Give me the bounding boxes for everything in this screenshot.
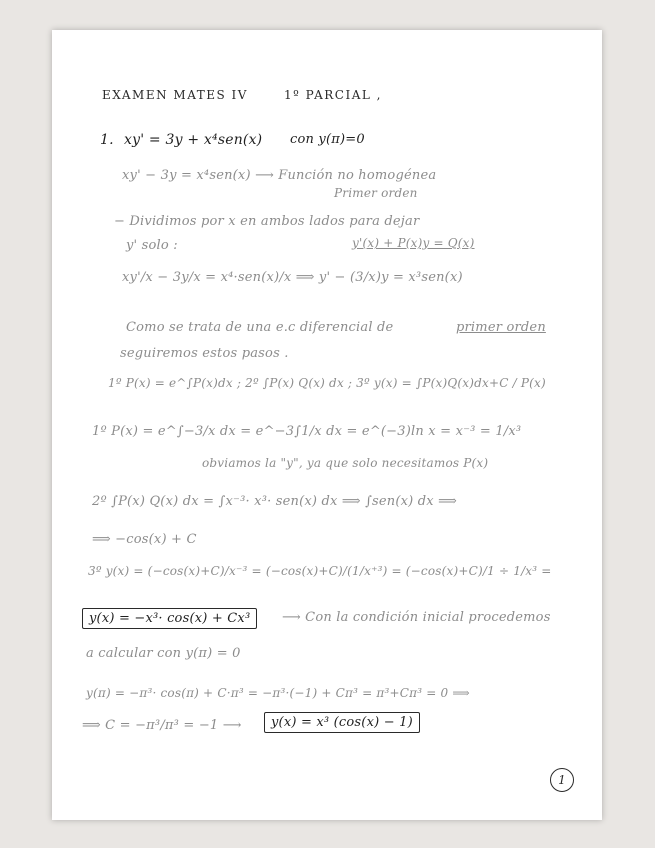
line-step1: 1º P(x) = e^∫−3/x dx = e^−3∫1/x dx = e^(−3)ln x = x⁻³ = 1/x³ [92,424,522,439]
line-steps-intro: seguiremos estos pasos . [120,346,289,361]
general-solution-box: y(x) = −x³· cos(x) + Cx³ [82,608,257,629]
exam-sheet [52,30,602,820]
final-solution-box: y(x) = x³ (cos(x) − 1) [264,712,420,733]
line-y-alone: y' solo : [126,238,178,253]
line-standard-form: y'(x) + P(x)y = Q(x) [352,236,475,250]
line-step2: 2º ∫P(x) Q(x) dx = ∫x⁻³· x³· sen(x) dx ⟹ ∫sen(x) dx ⟹ [92,494,458,509]
exam-subtitle: 1º PARCIAL , [284,88,382,102]
line-step3: 3º y(x) = (−cos(x)+C)/x⁻³ = (−cos(x)+C)/(1/x⁺³) = (−cos(x)+C)/1 ÷ 1/x³ = [88,564,552,578]
initial-condition: con y(π)=0 [290,132,365,147]
line-divide: − Dividimos por x en ambos lados para dejar [114,214,420,229]
problem-number: 1. [100,132,114,148]
line-step1-note: obviamos la "y", ya que solo necesitamos P(x) [202,456,489,470]
line-step2-result: ⟹ −cos(x) + C [92,532,197,547]
exam-title: EXAMEN MATES IV [102,88,248,102]
line-initial-condition: ⟶ Con la condición inicial procedemos [282,610,551,625]
line-first-order: Primer orden [334,186,418,200]
line-constant: ⟹ C = −π³/π³ = −1 ⟶ [82,718,242,733]
line-nonhomogeneous: xy' − 3y = x⁴sen(x) ⟶ Función no homogénea [122,168,437,183]
line-compute: a calcular con y(π) = 0 [86,646,241,661]
line-steps: 1º P(x) = e^∫P(x)dx ; 2º ∫P(x) Q(x) dx ; 3º y(x) = ∫P(x)Q(x)dx+C / P(x) [108,376,546,390]
problem-statement: xy' = 3y + x⁴sen(x) [124,132,263,148]
page-number: 1 [550,768,574,792]
line-method-intro: Como se trata de una e.c diferencial de [126,320,394,335]
line-evaluate: y(π) = −π³· cos(π) + C·π³ = −π³·(−1) + Cπ³ = π³+Cπ³ = 0 ⟹ [86,686,470,700]
line-divided-equation: xy'/x − 3y/x = x⁴·sen(x)/x ⟹ y' − (3/x)y = x³sen(x) [122,270,463,285]
line-method-order: primer orden [456,320,546,335]
